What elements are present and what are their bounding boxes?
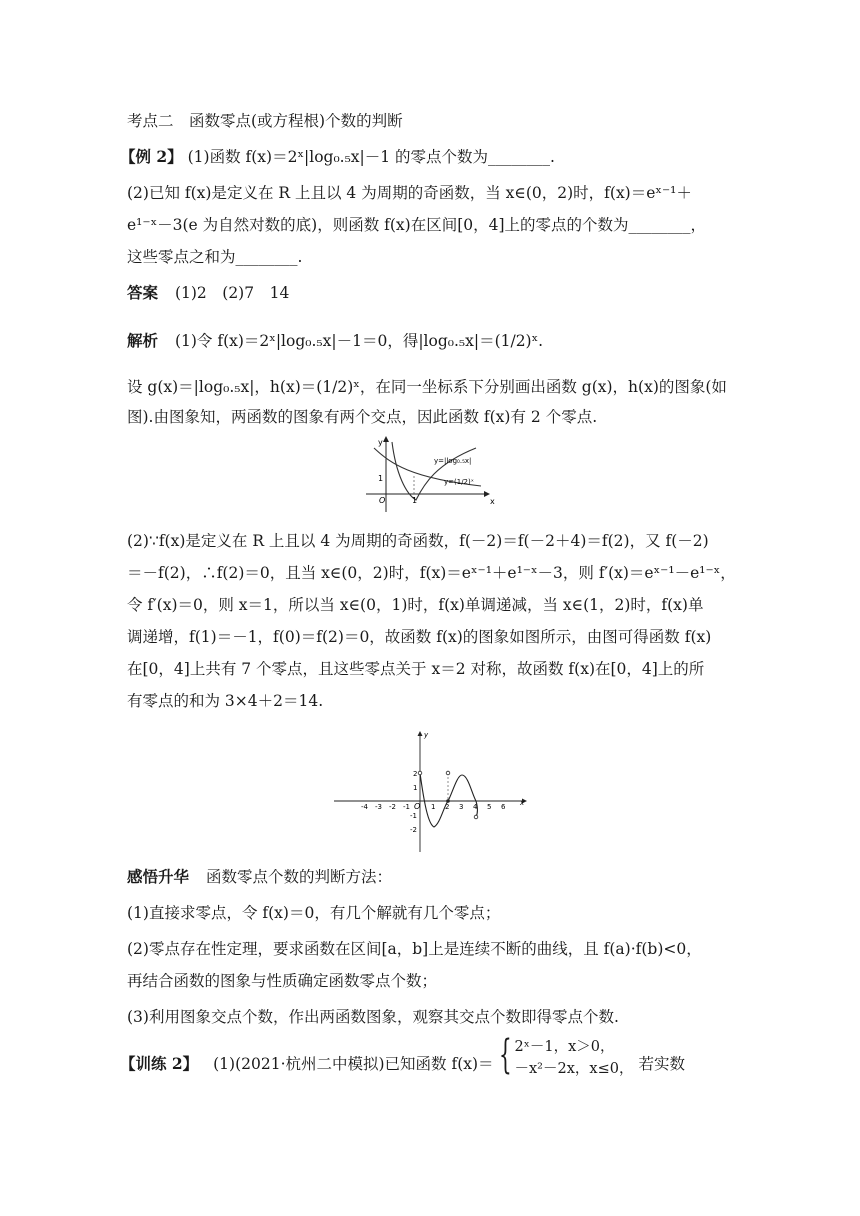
figure2-y-tick-label: 2 [413,770,418,778]
example-q2-line3: 这些零点之和为________. [127,248,303,266]
figure-periodic-function-graph [330,728,530,858]
analysis-part2-line5: 在[0，4]上共有 7 个零点，且这些零点关于 x＝2 对称，故函数 f(x)在[0，4]上的所 [127,660,705,678]
figure1-y-arrow [383,436,389,442]
figure2-x-tick-label: 5 [487,803,492,811]
figure1-y-label: y [378,438,383,447]
training-text-before: (1)(2021·杭州二中模拟)已知函数 f(x)＝ [213,1055,494,1073]
example-q1-line [120,146,555,168]
analysis-part2-line4: 调递增，f(1)＝－1，f(0)＝f(2)＝0，故函数 f(x)的图象如图所示，由图可得函数 f(x) [127,628,712,646]
analysis-label: 解析 [127,331,159,350]
figure2-y-label: y [424,731,429,739]
piecewise-brace: { [498,1032,512,1078]
figure2-y-tick-label: -1 [410,812,417,820]
figure2-ticks [361,770,506,834]
figure1-tick-x1: 1 [412,496,418,505]
analysis-part2-line6: 有零点的和为 3×4＋2＝14. [127,692,324,710]
example-label: 【例 2】 [120,147,183,166]
example-q1: (1)函数 f(x)＝2ˣ|log₀.₅x|－1 的零点个数为________. [187,148,555,166]
answer-label: 答案 [127,283,159,302]
summary-intro: 函数零点个数的判断方法： [205,868,392,886]
figure1-x-label: x [490,497,495,506]
figure1-label-g: y=|log₀.₅x| [434,457,472,465]
figure2-x-tick-label: 3 [459,803,464,811]
figure1-origin: O [379,496,386,505]
analysis-line1 [127,330,543,352]
answer-line [127,282,289,304]
figure2-x-tick-label: 2 [445,803,450,811]
figure1-label-h: y=(1/2)ˣ [444,478,474,486]
answer-text: (1)2 (2)7 14 [174,284,290,302]
figure2-point-2 [446,799,450,803]
figure2-open-point-2-top [446,771,450,775]
figure2-y-arrow [418,731,423,736]
example-q2-line1: (2)已知 f(x)是定义在 R 上且以 4 为周期的奇函数，当 x∈(0，2)时，f(x)＝eˣ⁻¹＋ [127,184,692,202]
figure2-curve-0-2 [420,773,448,827]
summary-label: 感悟升华 [127,867,190,886]
figure2-open-point-4 [474,815,478,819]
figure2-x-tick-label: 4 [473,803,478,811]
analysis-part2-line1: (2)∵f(x)是定义在 R 上且以 4 为周期的奇函数，f(－2)＝f(－2＋4)＝f(2)，又 f(－2) [127,532,709,550]
training-text-after: 若实数 [638,1055,685,1073]
figure2-x-tick-label: -3 [375,803,382,811]
figure2-x-label: x [520,799,525,807]
figure2-x-tick-label: 6 [501,803,506,811]
figure1-tick-y1: 1 [378,474,384,483]
analysis-part2-line2: ＝－f(2)，∴f(2)＝0，且当 x∈(0，2)时，f(x)＝eˣ⁻¹＋e¹⁻ˣ－3，则 f′(x)＝eˣ⁻¹－e¹⁻ˣ， [127,564,736,582]
section-title: 考点二 函数零点(或方程根)个数的判断 [127,112,403,130]
figure2-x-tick-label: -4 [361,803,368,811]
figure2-x-tick-label: -1 [403,803,410,811]
figure2-y-tick-label: 1 [413,784,418,792]
analysis-line2: 设 g(x)＝|log₀.₅x|，h(x)＝(1/2)ˣ，在同一坐标系下分别画出函数 g(x)，h(x)的图象(如 [127,378,727,396]
summary-item3: (3)利用图象交点个数，作出两函数图象，观察其交点个数即得零点个数. [127,1008,619,1026]
example-q2-line2: e¹⁻ˣ－3(e 为自然对数的底)，则函数 f(x)在区间[0，4]上的零点的个数为________， [127,216,707,234]
figure2-x-tick-label: 1 [431,803,436,811]
figure1-log-curve [392,442,476,500]
analysis-part2-line3: 令 f′(x)＝0，则 x＝1，所以当 x∈(0，1)时，f(x)单调递减，当 x∈(1，2)时，f(x)单 [127,596,704,614]
piecewise-definition [498,1032,634,1082]
piecewise-case1: 2ˣ－1，x＞0， [514,1039,615,1055]
analysis-text1: (1)令 f(x)＝2ˣ|log₀.₅x|－1＝0，得|log₀.₅x|＝(1/2)ˣ. [174,332,544,350]
summary-intro-line [127,866,392,888]
figure2-y-tick-label: -2 [410,826,417,834]
figure2-open-point-0 [418,771,422,775]
analysis-line3: 图).由图象知，两函数的图象有两个交点，因此函数 f(x)有 2 个零点. [127,408,598,426]
figure-log-exp-graph [366,434,496,514]
figure2-origin: O [414,802,421,811]
training-line [120,1032,685,1108]
piecewise-case2: －x²－2x，x≤0， [514,1061,634,1077]
summary-item2-line2: 再结合函数的图象与性质确定函数零点个数； [127,972,438,990]
summary-item2-line1: (2)零点存在性定理，要求函数在区间[a，b]上是连续不断的曲线，且 f(a)·f(b)<0， [127,940,702,958]
summary-item1: (1)直接求零点，令 f(x)＝0，有几个解就有几个零点； [127,904,501,922]
figure2-x-tick-label: -2 [389,803,396,811]
training-label: 【训练 2】 [120,1054,199,1073]
